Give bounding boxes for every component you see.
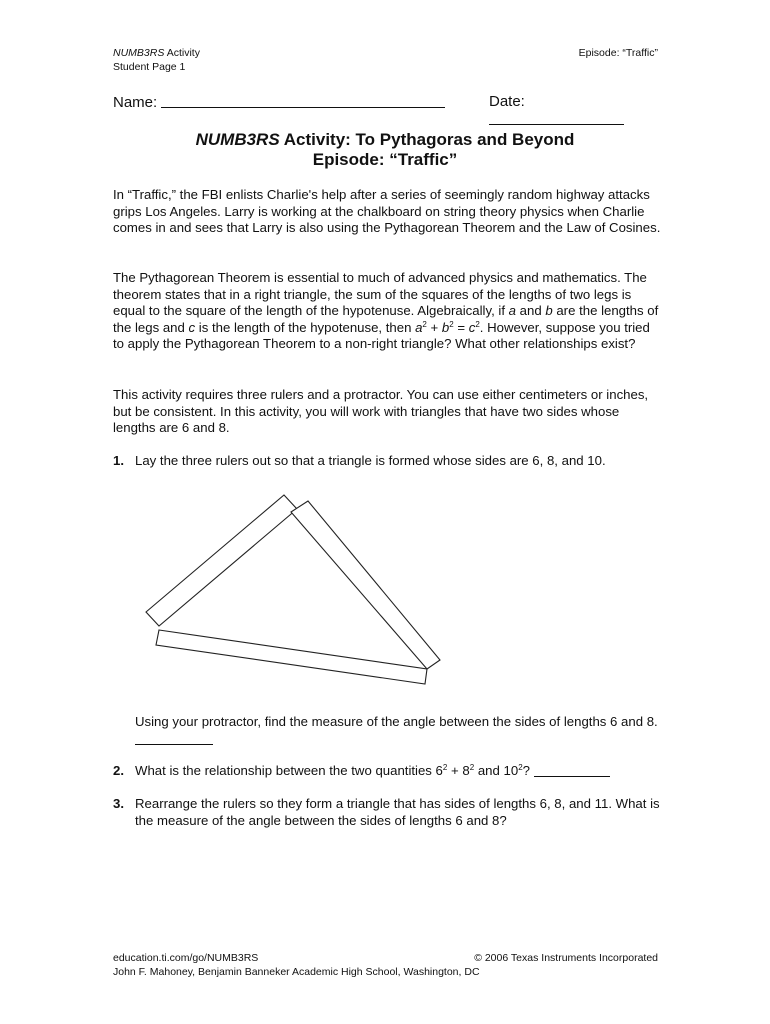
ruler-bottom	[156, 630, 427, 684]
question-1	[113, 453, 661, 470]
theorem-text-4: . However, suppose you tried to apply the Pythagorean Theorem to a non-right triangle? What other relationships exist?	[113, 319, 650, 352]
theorem-text-2: are the lengths of the legs and	[113, 303, 659, 335]
page-footer	[113, 951, 658, 979]
name-label: Name:	[113, 94, 158, 111]
page-header-left	[113, 46, 200, 74]
ruler-right	[291, 501, 440, 669]
question-number: 1.	[113, 453, 124, 468]
episode-header: Episode: “Traffic”	[578, 47, 658, 59]
title-episode: Episode: “Traffic”	[312, 150, 458, 169]
theorem-paragraph	[113, 270, 661, 353]
q2-exp: 2	[518, 763, 523, 772]
date-group	[489, 93, 658, 128]
title-rest: Activity: To Pythagoras and Beyond	[283, 130, 575, 149]
eq-c: c	[468, 319, 476, 335]
question-2	[113, 763, 661, 780]
name-date-row	[113, 93, 658, 111]
question-3	[113, 796, 661, 829]
q2-mid2: and 10	[474, 763, 519, 778]
exp: 2	[449, 319, 454, 329]
title-italic: NUMB3RS	[195, 130, 280, 149]
activity-word: Activity	[166, 47, 200, 59]
var-b: b	[545, 303, 553, 319]
name-field[interactable]	[161, 93, 445, 108]
q2-pre: What is the relationship between the two quantities 6	[135, 763, 443, 778]
page-label: Student Page 1	[113, 61, 186, 73]
ruler-left	[146, 495, 297, 626]
q2-exp: 2	[469, 763, 475, 772]
question-text: Lay the three rulers out so that a triangle is formed whose sides are 6, 8, and 10.	[135, 453, 606, 468]
q2-exp: 2	[442, 763, 448, 772]
question-number: 3.	[113, 796, 124, 811]
ruler-triangle-figure	[140, 485, 450, 690]
theorem-text-1: The Pythagorean Theorem is essential to much of advanced physics and mathematics. The theorem states that in a right triangle, the sum of the squares of the lengths of two legs is equal to the square of the length of the hypotenuse. Algebraically, if	[113, 270, 647, 319]
q2-mid1: + 8	[447, 763, 470, 778]
eq-a: a	[415, 319, 423, 335]
activity-name: NUMB3RS	[113, 47, 165, 59]
page-title	[0, 130, 770, 170]
materials-paragraph: This activity requires three rulers and a protractor. You can use either centimeters or inches, but be consistent. In this activity, you will work with triangles that have two sides whose lengths are 6 and 8.	[113, 387, 649, 436]
footer-url: education.ti.com/go/NUMB3RS	[113, 952, 259, 964]
question-number: 2.	[113, 763, 124, 778]
question-text: Rearrange the rulers so they form a triangle that has sides of lengths 6, 8, and 11. What is the measure of the angle between the sides of lengths 6 and 8?	[135, 796, 660, 828]
theorem-text-3: is the length of the hypotenuse, then	[195, 319, 416, 335]
eq-plus: +	[426, 319, 442, 335]
var-a: a	[508, 303, 516, 319]
footer-author: John F. Mahoney, Benjamin Banneker Academic High School, Washington, DC	[113, 966, 480, 978]
protractor-prompt	[113, 714, 661, 747]
intro-paragraph: In “Traffic,” the FBI enlists Charlie's help after a series of seemingly random highway attacks grips Los Angeles. Larry is working at the chalkboard on string theory physics when Charlie comes in and sees that Larry is also using the Pythagorean Theorem and the Law of Cosines.	[113, 187, 661, 236]
exp: 2	[475, 319, 480, 329]
and-word: and	[516, 303, 546, 319]
var-c: c	[188, 319, 196, 335]
date-label: Date:	[489, 93, 525, 110]
footer-copyright: © 2006 Texas Instruments Incorporated	[474, 952, 658, 964]
date-field[interactable]	[489, 110, 624, 125]
eq-equals: =	[453, 319, 469, 335]
eq-b: b	[441, 319, 450, 335]
protractor-text: Using your protractor, find the measure of the angle between the sides of lengths 6 and 8.	[135, 714, 658, 729]
angle-answer-field[interactable]	[135, 732, 213, 745]
relationship-answer-field[interactable]	[534, 764, 610, 777]
q2-post: ?	[522, 763, 530, 778]
exp: 2	[422, 319, 427, 329]
